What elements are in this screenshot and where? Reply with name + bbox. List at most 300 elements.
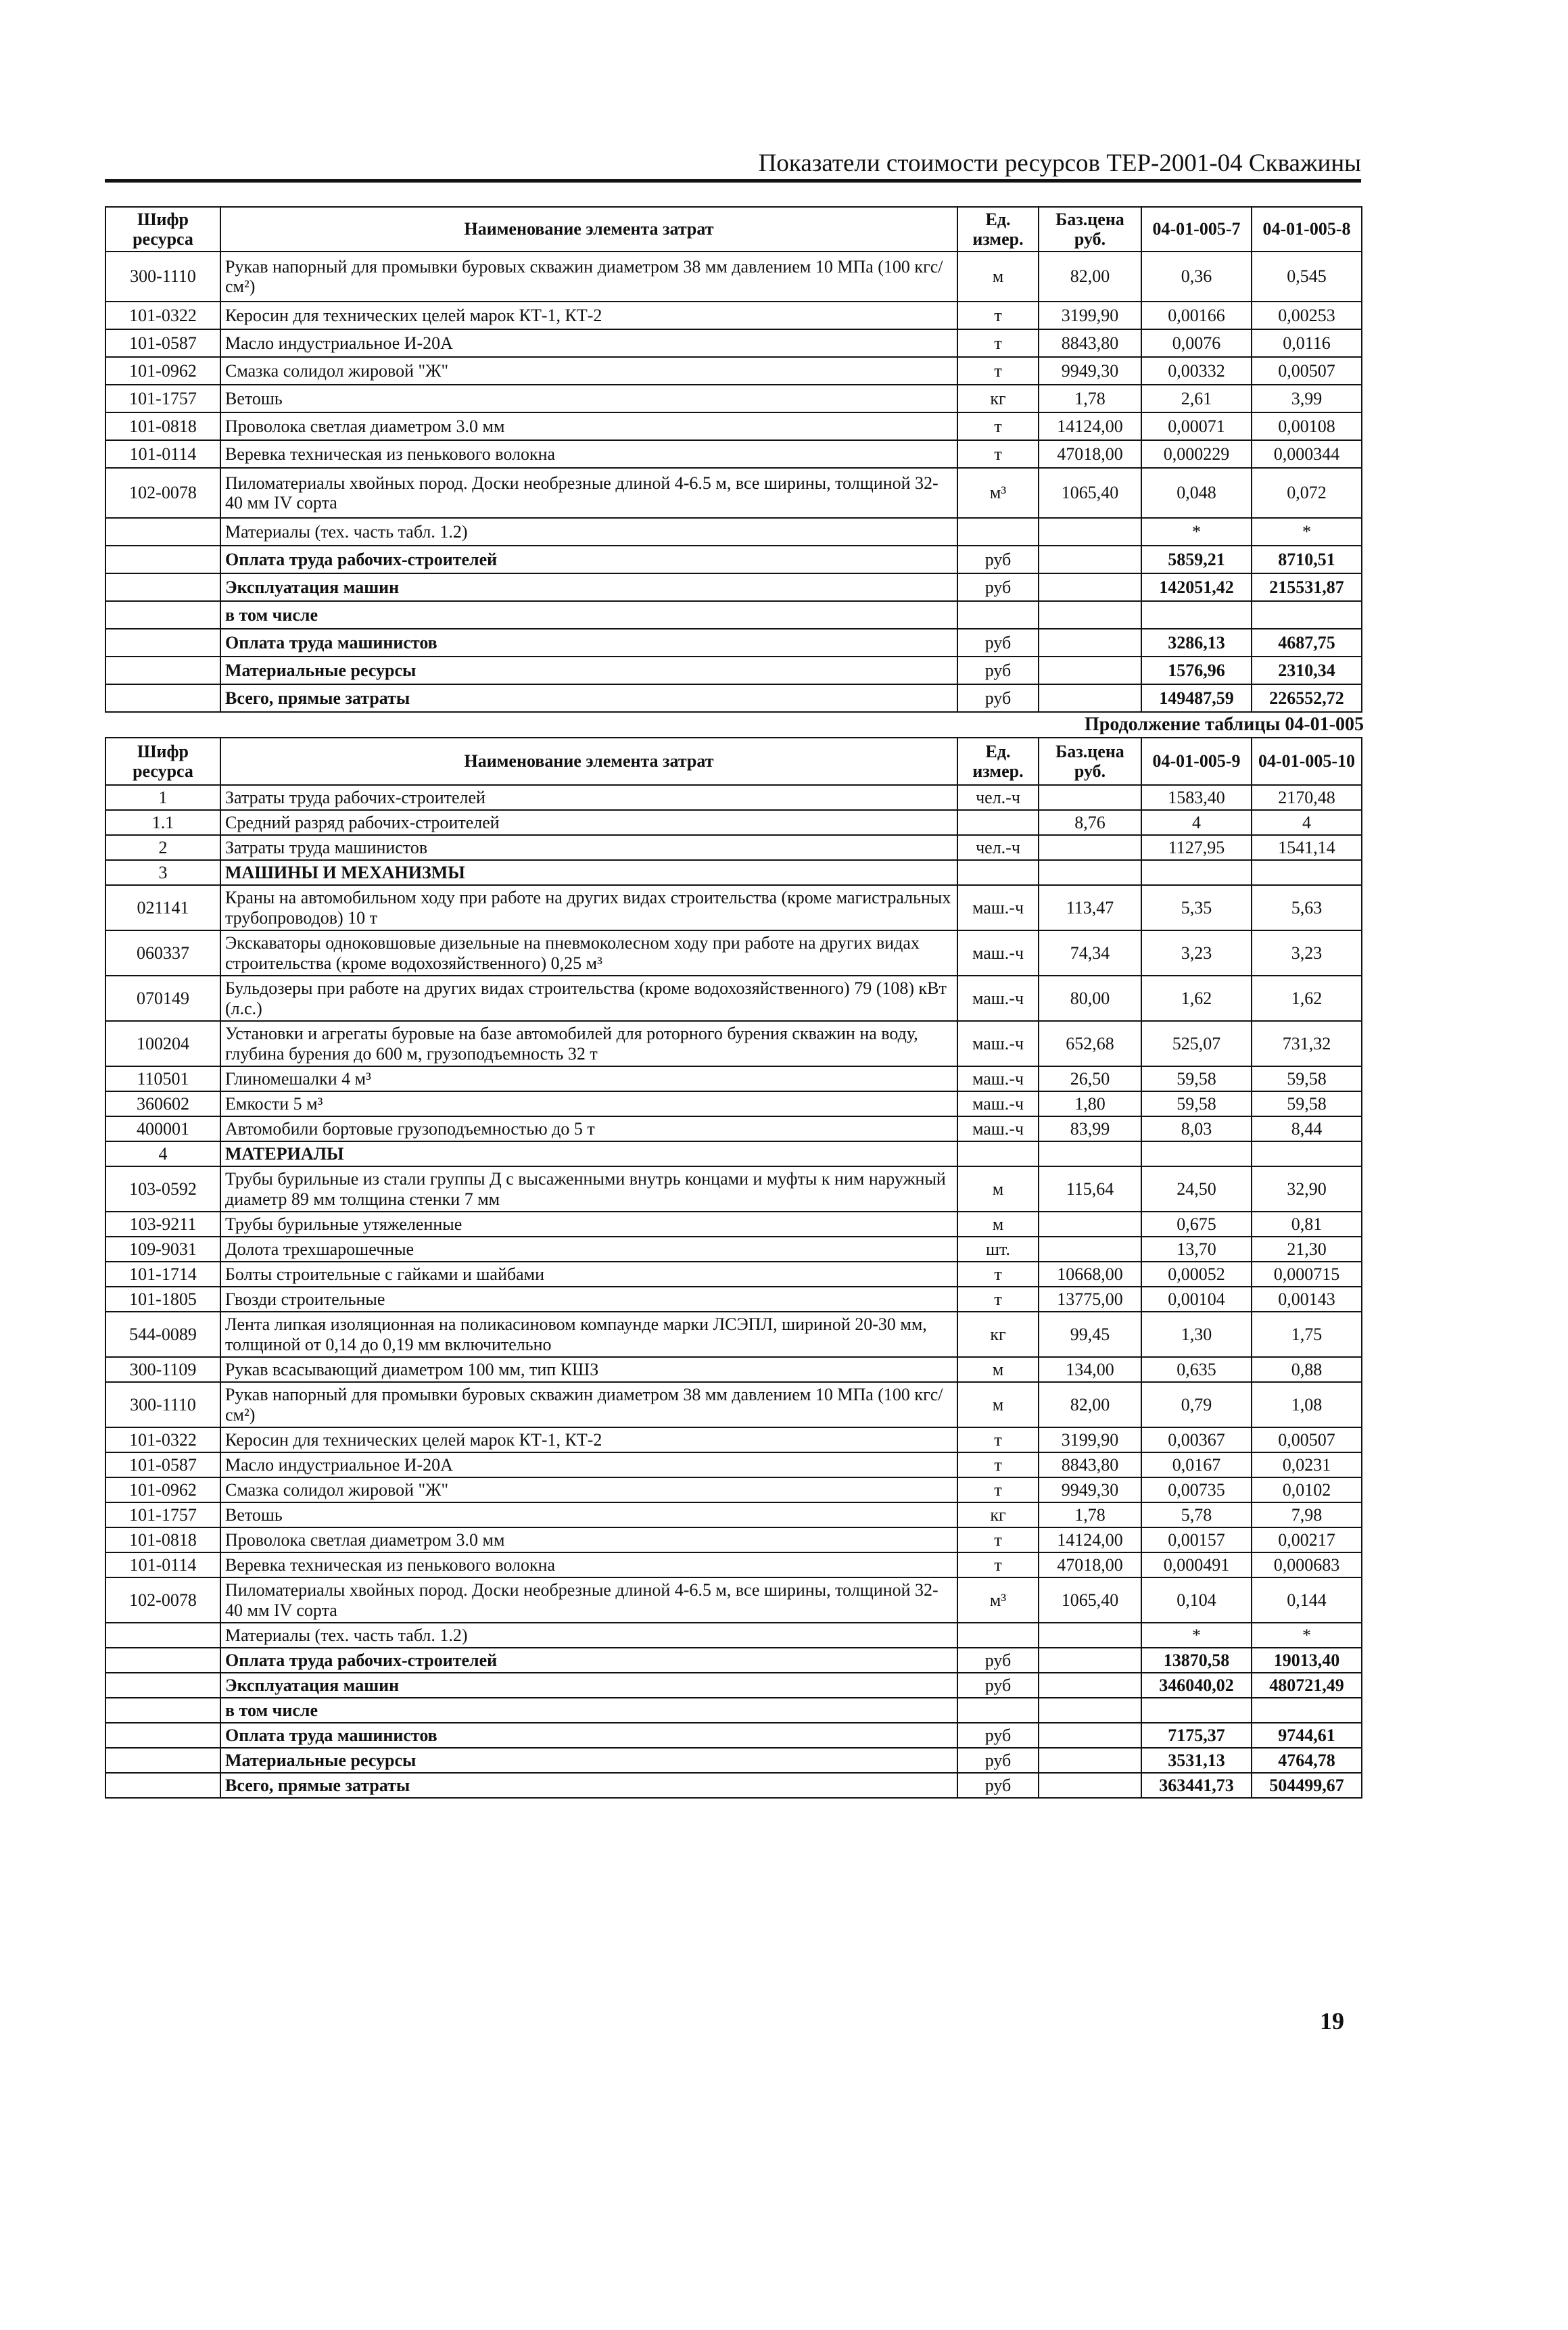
norm-value-1: 0,00104 — [1141, 1287, 1252, 1312]
page-header — [105, 142, 1361, 183]
summary-row — [105, 1648, 1362, 1673]
resource-unit: м — [957, 1212, 1039, 1237]
norm-value-1: 24,50 — [1141, 1166, 1252, 1212]
resource-unit: т — [957, 1552, 1039, 1577]
resource-name: Рукав напорный для промывки буровых скважин диаметром 38 мм давлением 10 МПа (100 кгс/см²) — [220, 1382, 957, 1427]
resource-code: 101-0322 — [105, 1427, 220, 1452]
resource-unit: шт. — [957, 1237, 1039, 1262]
resource-unit — [957, 1623, 1039, 1648]
resource-code: 101-1714 — [105, 1262, 220, 1287]
resource-cost-table-1 — [105, 206, 1362, 713]
base-price: 47018,00 — [1039, 440, 1141, 468]
norm-value-2: 32,90 — [1252, 1166, 1362, 1212]
table-row — [105, 1166, 1362, 1212]
resource-name: Пиломатериалы хвойных пород. Доски необрезные длиной 4-6.5 м, все ширины, толщиной 32-40 мм IV сорта — [220, 1577, 957, 1623]
norm-value-1 — [1141, 1141, 1252, 1166]
resource-name: Гвозди строительные — [220, 1287, 957, 1312]
summary-unit: руб — [957, 1773, 1039, 1798]
summary-price-empty — [1039, 1723, 1141, 1748]
summary-value-2: 480721,49 — [1252, 1673, 1362, 1698]
norm-value-1: 0,00735 — [1141, 1477, 1252, 1502]
norm-value-1: 0,000229 — [1141, 440, 1252, 468]
col-header-value-1: 04-01-005-9 — [1141, 738, 1252, 785]
base-price: 82,00 — [1039, 1382, 1141, 1427]
resource-cost-table-2 — [105, 737, 1362, 1799]
table-continuation-caption: Продолжение таблицы 04-01-005 — [1085, 714, 1364, 735]
header-title: Показатели стоимости ресурсов ТЕР-2001-04 Скважины — [758, 149, 1361, 177]
summary-value-2: 8710,51 — [1252, 546, 1362, 573]
resource-code: 2 — [105, 835, 220, 860]
resource-name: Емкости 5 м³ — [220, 1091, 957, 1116]
norm-value-2: 1,75 — [1252, 1312, 1362, 1357]
base-price: 3199,90 — [1039, 1427, 1141, 1452]
resource-name: Пиломатериалы хвойных пород. Доски необрезные длиной 4-6.5 м, все ширины, толщиной 32-40 мм IV сорта — [220, 468, 957, 518]
norm-value-2: 0,072 — [1252, 468, 1362, 518]
resource-name: Экскаваторы одноковшовые дизельные на пневмоколесном ходу при работе на других видах строительства (кроме водохозяйственного) 0,25 м³ — [220, 930, 957, 976]
summary-value-2 — [1252, 601, 1362, 629]
base-price — [1039, 1212, 1141, 1237]
summary-value-1: 3286,13 — [1141, 629, 1252, 657]
resource-name: Масло индустриальное И-20А — [220, 329, 957, 357]
resource-code: 101-0587 — [105, 329, 220, 357]
norm-value-1 — [1141, 860, 1252, 885]
summary-code-empty — [105, 1648, 220, 1673]
resource-code: 101-0818 — [105, 1527, 220, 1552]
resource-code: 103-0592 — [105, 1166, 220, 1212]
summary-code-empty — [105, 546, 220, 573]
norm-value-2: 21,30 — [1252, 1237, 1362, 1262]
summary-unit: руб — [957, 546, 1039, 573]
col-header-name: Наименование элемента затрат — [220, 207, 957, 252]
summary-value-1: 1576,96 — [1141, 657, 1252, 684]
resource-name: Краны на автомобильном ходу при работе на других видах строительства (кроме магистральных трубопроводов) 10 т — [220, 885, 957, 930]
summary-unit: руб — [957, 684, 1039, 712]
summary-code-empty — [105, 1698, 220, 1723]
resource-name: Трубы бурильные из стали группы Д с высаженными внутрь концами и муфты к ним наружный диаметр 89 мм толщина стенки 7 мм — [220, 1166, 957, 1212]
resource-code: 101-0114 — [105, 440, 220, 468]
summary-unit: руб — [957, 1748, 1039, 1773]
norm-value-1: 1,30 — [1141, 1312, 1252, 1357]
summary-row — [105, 657, 1362, 684]
norm-value-1: 1127,95 — [1141, 835, 1252, 860]
table-row — [105, 1287, 1362, 1312]
col-header-value-2: 04-01-005-10 — [1252, 738, 1362, 785]
norm-value-2: 0,000715 — [1252, 1262, 1362, 1287]
table-row — [105, 1212, 1362, 1237]
base-price: 3199,90 — [1039, 302, 1141, 329]
base-price — [1039, 518, 1141, 546]
resource-name: Затраты труда машинистов — [220, 835, 957, 860]
summary-price-empty — [1039, 684, 1141, 712]
table-row — [105, 1262, 1362, 1287]
summary-price-empty — [1039, 1698, 1141, 1723]
base-price: 99,45 — [1039, 1312, 1141, 1357]
resource-name: Веревка техническая из пенькового волокна — [220, 1552, 957, 1577]
summary-value-1: 13870,58 — [1141, 1648, 1252, 1673]
norm-value-1: 0,79 — [1141, 1382, 1252, 1427]
summary-value-2 — [1252, 1698, 1362, 1723]
resource-name: Глиномешалки 4 м³ — [220, 1066, 957, 1091]
norm-value-1: 0,0076 — [1141, 329, 1252, 357]
base-price — [1039, 835, 1141, 860]
col-header-unit: Ед. измер. — [957, 207, 1039, 252]
summary-value-2: 2310,34 — [1252, 657, 1362, 684]
norm-value-2 — [1252, 1141, 1362, 1166]
resource-code: 101-0962 — [105, 1477, 220, 1502]
base-price: 1,78 — [1039, 1502, 1141, 1527]
norm-value-2: 3,99 — [1252, 385, 1362, 412]
summary-row — [105, 1773, 1362, 1798]
resource-unit: маш.-ч — [957, 1116, 1039, 1141]
norm-value-2: 0,00507 — [1252, 1427, 1362, 1452]
resource-code: 100204 — [105, 1021, 220, 1066]
norm-value-1: 1,62 — [1141, 976, 1252, 1021]
resource-code: 4 — [105, 1141, 220, 1166]
base-price: 1,78 — [1039, 385, 1141, 412]
resource-code: 300-1109 — [105, 1357, 220, 1382]
norm-value-1: 0,00052 — [1141, 1262, 1252, 1287]
resource-name: Рукав напорный для промывки буровых скважин диаметром 38 мм давлением 10 МПа (100 кгс/см²) — [220, 252, 957, 302]
col-header-name: Наименование элемента затрат — [220, 738, 957, 785]
norm-value-2: 1541,14 — [1252, 835, 1362, 860]
resource-unit: маш.-ч — [957, 1021, 1039, 1066]
col-header-value-2: 04-01-005-8 — [1252, 207, 1362, 252]
col-header-unit: Ед. измер. — [957, 738, 1039, 785]
table-row — [105, 1477, 1362, 1502]
norm-value-2: 0,00108 — [1252, 412, 1362, 440]
resource-code: 070149 — [105, 976, 220, 1021]
resource-unit: маш.-ч — [957, 976, 1039, 1021]
resource-name: Керосин для технических целей марок КТ-1, КТ-2 — [220, 1427, 957, 1452]
summary-name: Всего, прямые затраты — [220, 1773, 957, 1798]
table-row — [105, 329, 1362, 357]
resource-unit — [957, 1141, 1039, 1166]
resource-unit: т — [957, 1527, 1039, 1552]
resource-unit: т — [957, 329, 1039, 357]
col-header-code: Шифр ресурса — [105, 207, 220, 252]
summary-name: в том числе — [220, 1698, 957, 1723]
norm-value-2: 59,58 — [1252, 1091, 1362, 1116]
summary-row — [105, 629, 1362, 657]
summary-name: Материальные ресурсы — [220, 657, 957, 684]
resource-code: 021141 — [105, 885, 220, 930]
resource-unit: кг — [957, 385, 1039, 412]
summary-price-empty — [1039, 1673, 1141, 1698]
summary-unit: руб — [957, 657, 1039, 684]
norm-value-2: 1,08 — [1252, 1382, 1362, 1427]
base-price: 1,80 — [1039, 1091, 1141, 1116]
resource-code: 101-0818 — [105, 412, 220, 440]
norm-value-1: 5,78 — [1141, 1502, 1252, 1527]
resource-unit — [957, 518, 1039, 546]
table-row — [105, 1116, 1362, 1141]
resource-code: 101-0962 — [105, 357, 220, 385]
resource-name: Проволока светлая диаметром 3.0 мм — [220, 1527, 957, 1552]
resource-unit: т — [957, 1427, 1039, 1452]
base-price — [1039, 785, 1141, 810]
table-row — [105, 1312, 1362, 1357]
norm-value-1: 2,61 — [1141, 385, 1252, 412]
base-price — [1039, 1237, 1141, 1262]
summary-unit: руб — [957, 573, 1039, 601]
norm-value-2: 0,144 — [1252, 1577, 1362, 1623]
resource-name: Автомобили бортовые грузоподъемностью до 5 т — [220, 1116, 957, 1141]
resource-unit: м³ — [957, 468, 1039, 518]
resource-name: Смазка солидол жировой "Ж" — [220, 357, 957, 385]
summary-row — [105, 1723, 1362, 1748]
resource-unit: м — [957, 1382, 1039, 1427]
resource-unit: чел.-ч — [957, 785, 1039, 810]
norm-value-2: 0,0102 — [1252, 1477, 1362, 1502]
norm-value-2: 0,0116 — [1252, 329, 1362, 357]
summary-code-empty — [105, 684, 220, 712]
base-price: 8843,80 — [1039, 329, 1141, 357]
summary-value-2: 226552,72 — [1252, 684, 1362, 712]
norm-value-2: 8,44 — [1252, 1116, 1362, 1141]
resource-code: 102-0078 — [105, 468, 220, 518]
resource-code: 544-0089 — [105, 1312, 220, 1357]
resource-code: 300-1110 — [105, 1382, 220, 1427]
table-row — [105, 357, 1362, 385]
norm-value-2 — [1252, 860, 1362, 885]
base-price: 47018,00 — [1039, 1552, 1141, 1577]
table-row — [105, 302, 1362, 329]
table-row — [105, 1502, 1362, 1527]
norm-value-1: 3,23 — [1141, 930, 1252, 976]
summary-row — [105, 573, 1362, 601]
summary-code-empty — [105, 1673, 220, 1698]
resource-unit: кг — [957, 1312, 1039, 1357]
base-price: 10668,00 — [1039, 1262, 1141, 1287]
norm-value-2: 2170,48 — [1252, 785, 1362, 810]
table-row — [105, 1357, 1362, 1382]
table-row — [105, 930, 1362, 976]
summary-code-empty — [105, 629, 220, 657]
resource-unit: т — [957, 1287, 1039, 1312]
norm-value-2: 4 — [1252, 810, 1362, 835]
norm-value-1: 0,00166 — [1141, 302, 1252, 329]
table-row — [105, 252, 1362, 302]
table-row — [105, 1382, 1362, 1427]
resource-code: 109-9031 — [105, 1237, 220, 1262]
resource-name: Веревка техническая из пенькового волокна — [220, 440, 957, 468]
summary-row — [105, 684, 1362, 712]
resource-unit: м — [957, 1357, 1039, 1382]
summary-price-empty — [1039, 1748, 1141, 1773]
base-price: 134,00 — [1039, 1357, 1141, 1382]
summary-unit — [957, 1698, 1039, 1723]
norm-value-2: 0,0231 — [1252, 1452, 1362, 1477]
col-header-price: Баз.цена руб. — [1039, 738, 1141, 785]
table-row — [105, 412, 1362, 440]
resource-code — [105, 518, 220, 546]
summary-value-1: 5859,21 — [1141, 546, 1252, 573]
table-row — [105, 1091, 1362, 1116]
summary-price-empty — [1039, 1648, 1141, 1673]
section-row — [105, 1141, 1362, 1166]
resource-code: 101-0114 — [105, 1552, 220, 1577]
resource-code: 102-0078 — [105, 1577, 220, 1623]
norm-value-2: 0,00253 — [1252, 302, 1362, 329]
base-price: 8843,80 — [1039, 1452, 1141, 1477]
norm-value-1: 59,58 — [1141, 1091, 1252, 1116]
resource-name: Рукав всасывающий диаметром 100 мм, тип КШЗ — [220, 1357, 957, 1382]
summary-code-empty — [105, 573, 220, 601]
resource-unit: м — [957, 252, 1039, 302]
resource-unit: маш.-ч — [957, 1091, 1039, 1116]
resource-code: 3 — [105, 860, 220, 885]
summary-code-empty — [105, 657, 220, 684]
summary-row — [105, 601, 1362, 629]
summary-name: Оплата труда рабочих-строителей — [220, 1648, 957, 1673]
norm-value-1: 0,00157 — [1141, 1527, 1252, 1552]
table-row — [105, 440, 1362, 468]
col-header-value-1: 04-01-005-7 — [1141, 207, 1252, 252]
resource-name: Затраты труда рабочих-строителей — [220, 785, 957, 810]
summary-value-1: 142051,42 — [1141, 573, 1252, 601]
table-row — [105, 785, 1362, 810]
table-row — [105, 885, 1362, 930]
table-row — [105, 1552, 1362, 1577]
base-price: 115,64 — [1039, 1166, 1141, 1212]
resource-code: 101-0587 — [105, 1452, 220, 1477]
norm-value-2: 5,63 — [1252, 885, 1362, 930]
norm-value-2: * — [1252, 1623, 1362, 1648]
resource-code: 101-1757 — [105, 1502, 220, 1527]
norm-value-2: 0,000683 — [1252, 1552, 1362, 1577]
resource-name: Материалы (тех. часть табл. 1.2) — [220, 518, 957, 546]
resource-name: МАТЕРИАЛЫ — [220, 1141, 957, 1166]
norm-value-2: 0,00507 — [1252, 357, 1362, 385]
base-price: 80,00 — [1039, 976, 1141, 1021]
section-row — [105, 860, 1362, 885]
summary-price-empty — [1039, 629, 1141, 657]
resource-unit: т — [957, 1477, 1039, 1502]
header-rule — [105, 179, 1361, 183]
summary-name: Всего, прямые затраты — [220, 684, 957, 712]
summary-name: Эксплуатация машин — [220, 573, 957, 601]
table-row — [105, 835, 1362, 860]
table-row — [105, 385, 1362, 412]
summary-code-empty — [105, 1748, 220, 1773]
base-price: 113,47 — [1039, 885, 1141, 930]
norm-value-2: 0,000344 — [1252, 440, 1362, 468]
page-number: 19 — [1320, 2007, 1344, 2035]
resource-unit — [957, 860, 1039, 885]
summary-row — [105, 1698, 1362, 1723]
base-price: 8,76 — [1039, 810, 1141, 835]
norm-value-1: 59,58 — [1141, 1066, 1252, 1091]
base-price: 1065,40 — [1039, 468, 1141, 518]
norm-value-1: 0,00367 — [1141, 1427, 1252, 1452]
resource-unit — [957, 810, 1039, 835]
resource-name: МАШИНЫ И МЕХАНИЗМЫ — [220, 860, 957, 885]
resource-name: Трубы бурильные утяжеленные — [220, 1212, 957, 1237]
norm-value-1: 4 — [1141, 810, 1252, 835]
resource-unit: м³ — [957, 1577, 1039, 1623]
resource-unit: маш.-ч — [957, 930, 1039, 976]
summary-unit — [957, 601, 1039, 629]
table-row — [105, 1066, 1362, 1091]
resource-unit: м — [957, 1166, 1039, 1212]
base-price — [1039, 1141, 1141, 1166]
norm-value-2: * — [1252, 518, 1362, 546]
norm-value-2: 3,23 — [1252, 930, 1362, 976]
table-row — [105, 518, 1362, 546]
base-price: 83,99 — [1039, 1116, 1141, 1141]
base-price: 9949,30 — [1039, 357, 1141, 385]
resource-name: Масло индустриальное И-20А — [220, 1452, 957, 1477]
norm-value-2: 731,32 — [1252, 1021, 1362, 1066]
table-row — [105, 1527, 1362, 1552]
norm-value-1: 0,048 — [1141, 468, 1252, 518]
norm-value-1: 1583,40 — [1141, 785, 1252, 810]
summary-value-2: 9744,61 — [1252, 1723, 1362, 1748]
summary-value-2: 504499,67 — [1252, 1773, 1362, 1798]
norm-value-1: 0,00332 — [1141, 357, 1252, 385]
resource-name: Болты строительные с гайками и шайбами — [220, 1262, 957, 1287]
resource-unit: т — [957, 1452, 1039, 1477]
summary-name: Эксплуатация машин — [220, 1673, 957, 1698]
summary-row — [105, 546, 1362, 573]
resource-name: Смазка солидол жировой "Ж" — [220, 1477, 957, 1502]
summary-value-1: 346040,02 — [1141, 1673, 1252, 1698]
resource-code: 103-9211 — [105, 1212, 220, 1237]
table-row — [105, 810, 1362, 835]
table-header-row — [105, 207, 1362, 252]
table-row — [105, 1427, 1362, 1452]
resource-unit: т — [957, 1262, 1039, 1287]
base-price: 26,50 — [1039, 1066, 1141, 1091]
summary-value-2: 4687,75 — [1252, 629, 1362, 657]
summary-name: Оплата труда машинистов — [220, 629, 957, 657]
resource-name: Долота трехшарошечные — [220, 1237, 957, 1262]
resource-name: Ветошь — [220, 385, 957, 412]
base-price — [1039, 860, 1141, 885]
summary-name: Оплата труда рабочих-строителей — [220, 546, 957, 573]
resource-unit: т — [957, 357, 1039, 385]
norm-value-1: 0,00071 — [1141, 412, 1252, 440]
summary-unit: руб — [957, 1673, 1039, 1698]
table-row — [105, 1021, 1362, 1066]
norm-value-2: 0,00217 — [1252, 1527, 1362, 1552]
resource-unit: т — [957, 302, 1039, 329]
summary-unit: руб — [957, 1648, 1039, 1673]
summary-price-empty — [1039, 546, 1141, 573]
resource-code: 1 — [105, 785, 220, 810]
norm-value-2: 0,00143 — [1252, 1287, 1362, 1312]
norm-value-2: 7,98 — [1252, 1502, 1362, 1527]
base-price: 14124,00 — [1039, 412, 1141, 440]
norm-value-1: 13,70 — [1141, 1237, 1252, 1262]
norm-value-1: 0,675 — [1141, 1212, 1252, 1237]
norm-value-2: 1,62 — [1252, 976, 1362, 1021]
norm-value-2: 0,545 — [1252, 252, 1362, 302]
summary-value-1: 3531,13 — [1141, 1748, 1252, 1773]
resource-code: 101-0322 — [105, 302, 220, 329]
summary-row — [105, 1673, 1362, 1698]
resource-code: 101-1757 — [105, 385, 220, 412]
table-row — [105, 1452, 1362, 1477]
summary-price-empty — [1039, 573, 1141, 601]
base-price — [1039, 1623, 1141, 1648]
summary-code-empty — [105, 1773, 220, 1798]
norm-value-1: 0,36 — [1141, 252, 1252, 302]
summary-value-1: 7175,37 — [1141, 1723, 1252, 1748]
resource-code: 300-1110 — [105, 252, 220, 302]
table-row — [105, 976, 1362, 1021]
norm-value-1: 0,635 — [1141, 1357, 1252, 1382]
